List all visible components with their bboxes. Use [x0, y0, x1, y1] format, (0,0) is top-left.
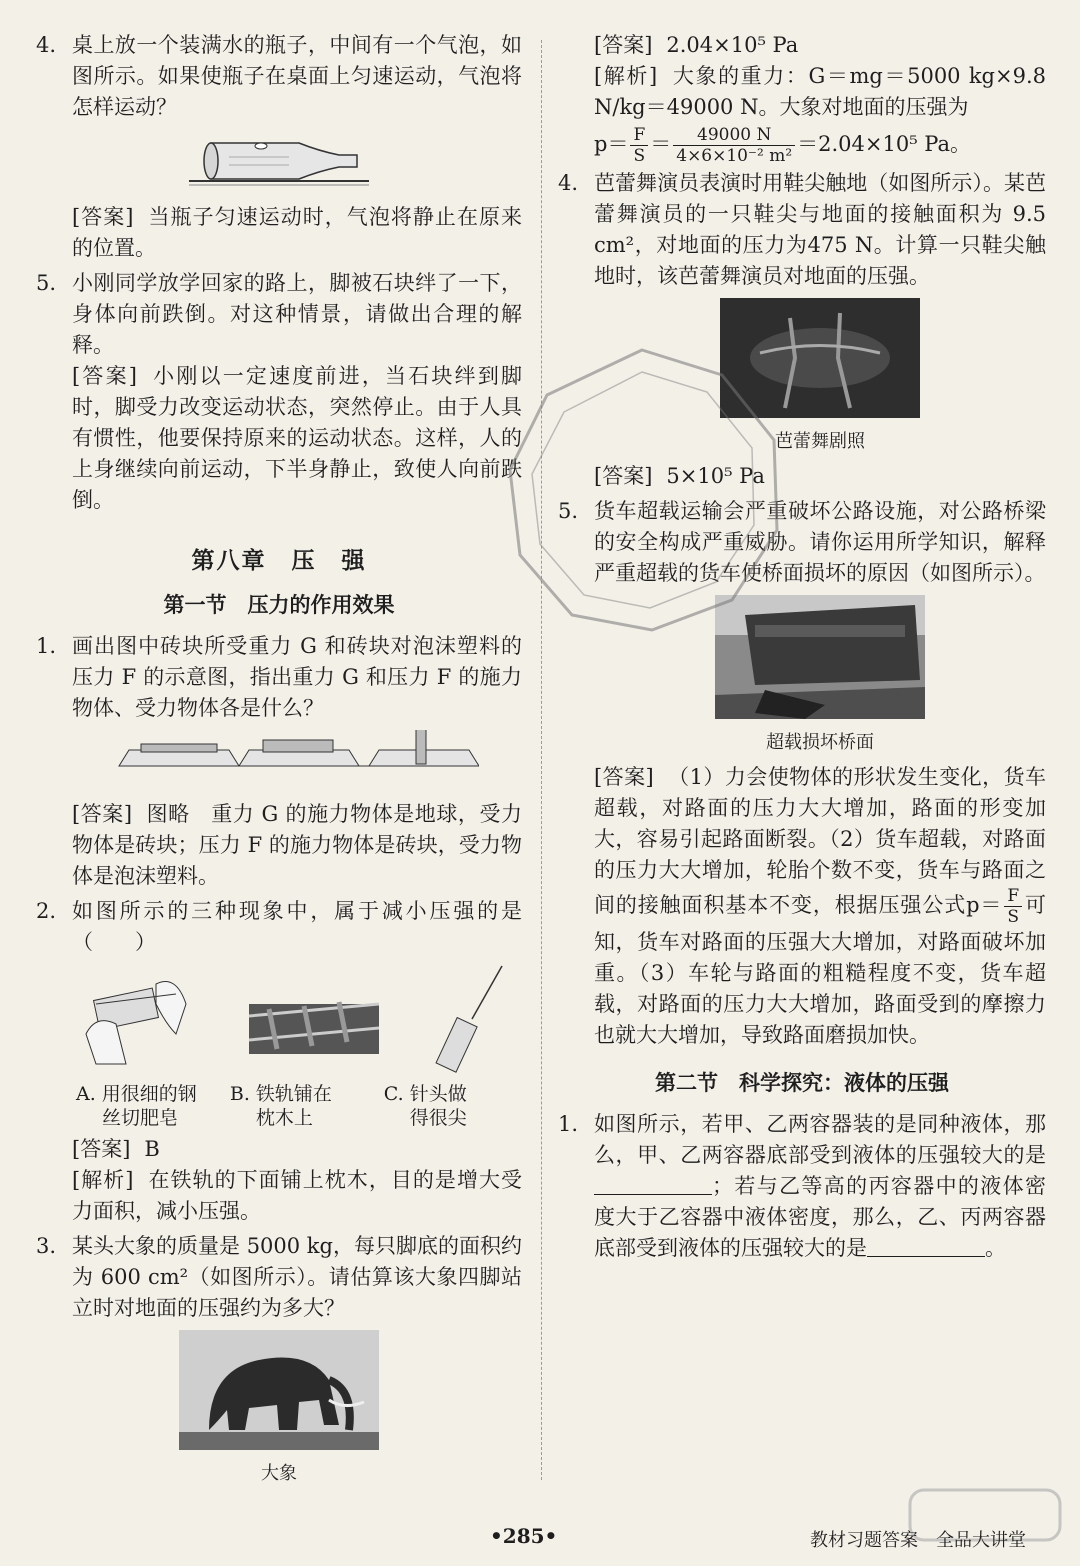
- section-title: 第一节 压力的作用效果: [163, 592, 395, 617]
- page-number: •285•: [490, 1524, 558, 1548]
- brick-foam-figure: [36, 730, 522, 791]
- option-c[interactable]: C. 针头做 得很尖: [383, 1083, 467, 1129]
- rail-sleeper-illustration: [249, 964, 379, 1074]
- question-number: 4.: [36, 33, 57, 57]
- chapter-title: 第八章 压 强: [191, 547, 367, 574]
- answer-text: 图略 重力 G 的施力物体是地球，受力物体是砖块；压力 F 的施力物体是砖块，受力物体是泡沫塑料。: [72, 802, 522, 888]
- option-row: [76, 1082, 522, 1130]
- option-a[interactable]: A. 用很细的钢 丝切肥皂: [76, 1083, 197, 1129]
- fraction-f-over-s: $\frac{F}{S}$: [630, 125, 648, 166]
- elephant-photo: [179, 1330, 379, 1450]
- answer-tag: [答案]: [72, 802, 133, 826]
- stamp-seal: [492, 330, 792, 650]
- bottle-figure: [36, 129, 522, 194]
- question-number: 1.: [558, 1112, 579, 1136]
- fraction-f-over-s: $\frac{F}{S}$: [1004, 886, 1022, 927]
- question-number: 2.: [36, 899, 57, 923]
- question-text: 某头大象的质量是 5000 kg，每只脚底的面积约为 600 cm²（如图所示）。请估算该大象四脚站立时对地面的压强约为多大？: [72, 1234, 522, 1320]
- answer-text: B: [144, 1137, 160, 1161]
- question-text: 芭蕾舞演员表演时用鞋尖触地（如图所示）。某芭蕾舞演员的一只鞋尖与地面的接触面积为 9.5 cm²，对地面的压力为475 N。计算一只鞋尖触地时，该芭蕾舞演员对地面的压强。: [594, 171, 1046, 288]
- answer-tag: [答案]: [594, 33, 653, 57]
- question-number: 3.: [36, 1234, 57, 1258]
- s1-answer-2: [72, 1134, 522, 1165]
- question-text: 如图所示的三种现象中，属于减小压强的是（ ）: [72, 899, 522, 954]
- fraction-values: $\frac{49000 N}{\text{4×6×10⁻² m²}}$: [673, 125, 795, 166]
- answer-5: [72, 361, 522, 516]
- answer-text: 当瓶子匀速运动时，气泡将静止在原来的位置。: [72, 205, 523, 260]
- question-text: 桌上放一个装满水的瓶子，中间有一个气泡，如图所示。如果使瓶子在桌面上匀速运动，气泡将怎样运动？: [72, 33, 522, 119]
- page-footer: [0, 1524, 1080, 1554]
- s1-explanation-2: [72, 1165, 522, 1227]
- question-number: 5.: [36, 271, 57, 295]
- pressure-examples-figure: [76, 964, 512, 1074]
- answer-text: 小刚以一定速度前进，当石块绊到脚时，脚受力改变运动状态，突然停止。由于人具有惯性，他要保持原来的运动状态。这样，人的上身继续向前运动，下半身静止，致使人向前跌倒。: [72, 364, 523, 512]
- column-divider: [541, 40, 542, 1480]
- question-text: 小刚同学放学回家的路上，脚被石块绊了一下，身体向前跌倒。对这种情景，请做出合理的解释。: [72, 271, 522, 357]
- answer-tag: [答案]: [594, 464, 653, 488]
- footer-text: 教材习题答案 全品大讲堂: [810, 1530, 1026, 1551]
- answer-blank[interactable]: [867, 1236, 985, 1257]
- question-text: 画出图中砖块所受重力 G 和砖块对泡沫塑料的压力 F 的示意图，指出重力 G 和压力 F 的施力物体、受力物体各是什么？: [72, 634, 522, 720]
- bottle-illustration: [189, 129, 369, 189]
- elephant-figure: [36, 1330, 522, 1485]
- pressure-formula: p＝ $\frac{F}{S}$ ＝ $\frac{49000 N}{\text{4×6×10⁻² m²}}$ ＝2.04×10⁵ Pa。: [594, 125, 972, 166]
- s1-answer-5: [答案] （1）力会使物体的形状发生变化，货车超载，对路面的压力大大增加，路面的形变加大，容易引起路面断裂。（2）货车超载，对路面的压力大大增加，轮胎个数不变，货车与路面之间的接触面积基本不变，根据压强公式p＝ $\frac{F}{S}$ 可知，货车对路面的压强大大增加，对路面破坏加重。（3）车轮与路面的粗糙程度不变，货车超载，对路面的压力大大增加，路面受到的摩擦力也就大大增加，导致路面磨损加快。: [594, 765, 1047, 1047]
- question-number: 5.: [558, 499, 579, 523]
- left-column: [36, 30, 522, 1493]
- answer-blank[interactable]: [594, 1174, 712, 1195]
- question-number: 1.: [36, 634, 57, 658]
- question-text: 货车超载运输会严重破坏公路设施，对公路桥梁的安全构成严重威胁。请你运用所学知识，解释严重超载的货车使桥面损坏的原因（如图所示）。: [594, 499, 1046, 585]
- s1-question-3: [36, 1231, 522, 1324]
- ballet-caption: 芭蕾舞剧照: [775, 431, 865, 452]
- explanation-tag: [解析]: [594, 64, 658, 88]
- s1-answer-3: [594, 30, 1046, 61]
- answer-tag: [答案]: [72, 364, 137, 388]
- answer-tag: [答案]: [72, 1137, 131, 1161]
- explanation-tag: [解析]: [72, 1168, 134, 1192]
- brick-foam-illustration: [79, 730, 479, 786]
- question-5: [36, 268, 522, 361]
- answer-tag: [答案]: [72, 205, 134, 229]
- answer-tag: [答案]: [594, 765, 654, 789]
- s1-explanation-3: [594, 61, 1046, 123]
- explanation-text: 大象的重力：G＝mg＝5000 kg×9.8 N/kg＝49000 N。大象对地面的压强为: [594, 64, 1046, 119]
- s1-question-4: [558, 168, 1046, 292]
- answer-4: [72, 202, 522, 264]
- question-number: 4.: [558, 171, 579, 195]
- truck-caption: 超载损坏桥面: [766, 732, 874, 753]
- section-title: 第二节 科学探究：液体的压强: [655, 1070, 949, 1095]
- answer-text: 2.04×10⁵ Pa: [666, 33, 799, 57]
- explanation-text: 在铁轨的下面铺上枕木，目的是增大受力面积，减小压强。: [72, 1168, 523, 1223]
- s1-answer-1: [72, 799, 522, 892]
- needle-syringe-illustration: [432, 964, 512, 1074]
- s2-question-1: 1. 如图所示，若甲、乙两容器装的是同种液体，那么，甲、乙两容器底部受到液体的压强较大的是；若与乙等高的丙容器中的液体密度大于乙容器中液体密度，那么，乙、丙两容器底部受到液体的压强较大的是 。: [558, 1109, 1046, 1264]
- s1-question-1: [36, 631, 522, 724]
- soap-wire-illustration: [76, 964, 196, 1074]
- option-b[interactable]: B. 铁轨铺在 枕木上: [229, 1083, 332, 1129]
- answer-text: 5×10⁵ Pa: [666, 464, 765, 488]
- question-4: [36, 30, 522, 123]
- elephant-caption: 大象: [261, 1463, 297, 1484]
- s1-question-2: [36, 896, 522, 958]
